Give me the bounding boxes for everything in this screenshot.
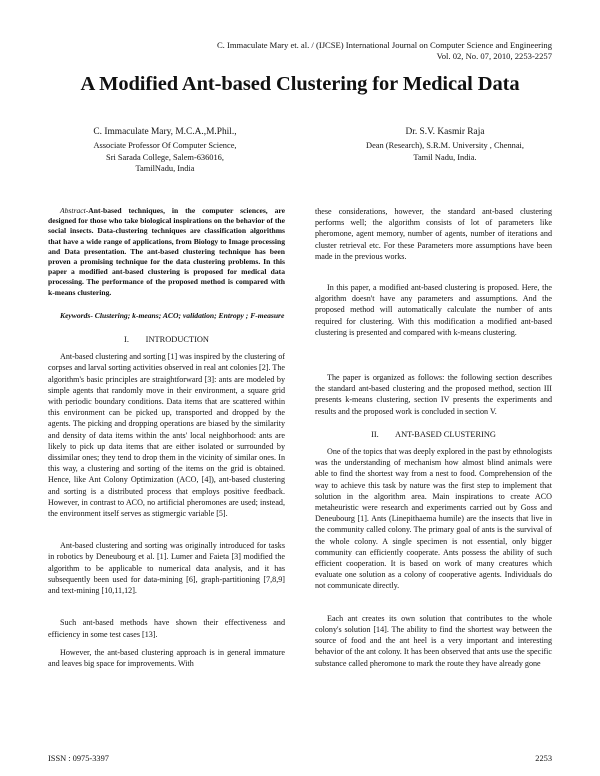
- paragraph: Each ant creates its own solution that contributes to the whole colony's solution [14]. The ability to find the shortest way between the source of food and the ant heel is a very important and interesting behavior of the ant colony. It has been observed that ants use the specific substance called pheromone to mark the route they have already gone: [315, 613, 552, 668]
- paragraph: In this paper, a modified ant-based clustering is proposed. Here, the algorithm doesn't have any parameters and assumptions. And the proposed method will automatically calculate the number of ants required for clustering. With this modification a modified ant-based clustering is presented and compared with k-means clustering.: [315, 283, 552, 337]
- author-block-2: [330, 127, 560, 163]
- right-column: [315, 206, 552, 682]
- volume-info: Vol. 02, No. 07, 2010, 2253-2257: [436, 51, 552, 61]
- author-affiliation: TamilNadu, India: [135, 164, 195, 174]
- paragraph: these considerations, however, the standard ant-based clustering performs well; the algorithm consists of lot of parameters like pheromone, agent memory, number of agents, number of iterations and cluster retrieval etc. For these Parameters more assumptions have been made in the previous works.: [315, 207, 552, 261]
- paper-title: A Modified Ant-based Clustering for Medical Data: [80, 73, 520, 95]
- paragraph: Ant-based clustering and sorting was originally introduced for tasks in robotics by Deneubourg et al. [1]. Lumer and Faieta [3] modified the algorithm to be applicable to numerical data analysis, and it has subsequently been used for data-mining [6], graph-partitioning [7,8,9] and text-mining [10,11,12].: [48, 541, 285, 596]
- section-heading-ant-based-clustering: II. ANT-BASED CLUSTERING: [371, 429, 496, 439]
- author-affiliation: Dean (Research), S.R.M. University , Chennai,: [366, 141, 524, 151]
- left-column: [48, 206, 285, 682]
- paragraph: One of the topics that was deeply explored in the past by ethnologists was the understanding of mechanism how almost blind animals were able to find the shortest way from a nest to food. Comprehension of the way to achieve this task by nature was the first step to implement that solution in the algorithm area. Main inspirations to create ACO metaheuristic were research and experiments carried out by Goss and Deneubourg [1]. Ants (Linepithaema humile) are the insects that live in the community called colony. The primary goal of ants is the survival of the whole colony. A single specimen is not essential, only bigger community can efficiently cooperate. Ants possess the ability of such efficient cooperation. It is based on work of many creatures which evaluate one solution as a colony of cooperative agents. Individuals do not communicate directly.: [315, 447, 552, 591]
- issn: ISSN : 0975-3397: [48, 754, 109, 763]
- paragraph: The paper is organized as follows: the following section describes the standard ant-based clustering and the proposed method, section III presents k-means clustering, section IV presents the experiments and results and the proposed work is concluded in section V.: [315, 373, 552, 416]
- author-block-1: [50, 127, 280, 175]
- abstract-label: Abstract-: [60, 206, 89, 215]
- author-affiliation: Tamil Nadu, India.: [413, 152, 477, 162]
- abstract-body: Ant-based techniques, in the computer sciences, are designed for those who take biological inspirations on the behavior of the social insects. Data-clustering techniques are classification algorithms that have a wide range of applications, from Biology to Image processing and Data presentation. The ant-based clustering technique has been proven a promising technique for the data clustering problems. In this paper a modified ant-based clustering is proposed for medical data processing. The performance of the proposed method is compared with k-means clustering.: [48, 206, 285, 297]
- paragraph: Ant-based clustering and sorting [1] was inspired by the clustering of corpses and larval sorting activities observed in real ant colonies [2]. The algorithm's basic principles are straightforward [3]: ants are modeled by simple agents that randomly move in their environment, a square grid with periodic boundary conditions. Data items that are scattered within this environment can be picked up, transported and dropped by the agents. The picking and dropping operations are biased by the similarity and density of data items within the ants' local neighborhood: ants are likely to pick up data items that are either isolated or surrounded by dissimilar ones; they tend to drop them in the vicinity of similar ones. In this way, a clustering and sorting of the items on the grid is obtained. Hence, like Ant Colony Optimization (ACO, [4]), ant-based clustering and sorting is a distributed process that employs positive feedback. However, in contrast to ACO, no artificial pheromones are used; instead, the environment itself serves as stigmergic variable [5].: [48, 352, 285, 519]
- keywords: Keywords- Clustering; k-means; ACO; validation; Entropy ; F-measure: [60, 310, 285, 320]
- author-affiliation: Associate Professor Of Computer Science,: [93, 141, 237, 151]
- paragraph: Such ant-based methods have shown their effectiveness and efficiency in some test cases [13].: [48, 618, 285, 639]
- author-name: C. Immaculate Mary, M.C.A.,M.Phil.,: [93, 127, 237, 137]
- section-heading-introduction: I. INTRODUCTION: [124, 335, 209, 345]
- paragraph: However, the ant-based clustering approach is in general immature and leaves big space for improvements. With: [48, 647, 285, 668]
- journal-header: C. Immaculate Mary et. al. / (IJCSE) International Journal on Computer Science and Engineering: [216, 40, 552, 50]
- author-name: Dr. S.V. Kasmir Raja: [405, 127, 485, 137]
- abstract: [48, 206, 285, 298]
- author-affiliation: Sri Sarada College, Salem-636016,: [106, 152, 224, 162]
- page-number: 2253: [535, 754, 552, 763]
